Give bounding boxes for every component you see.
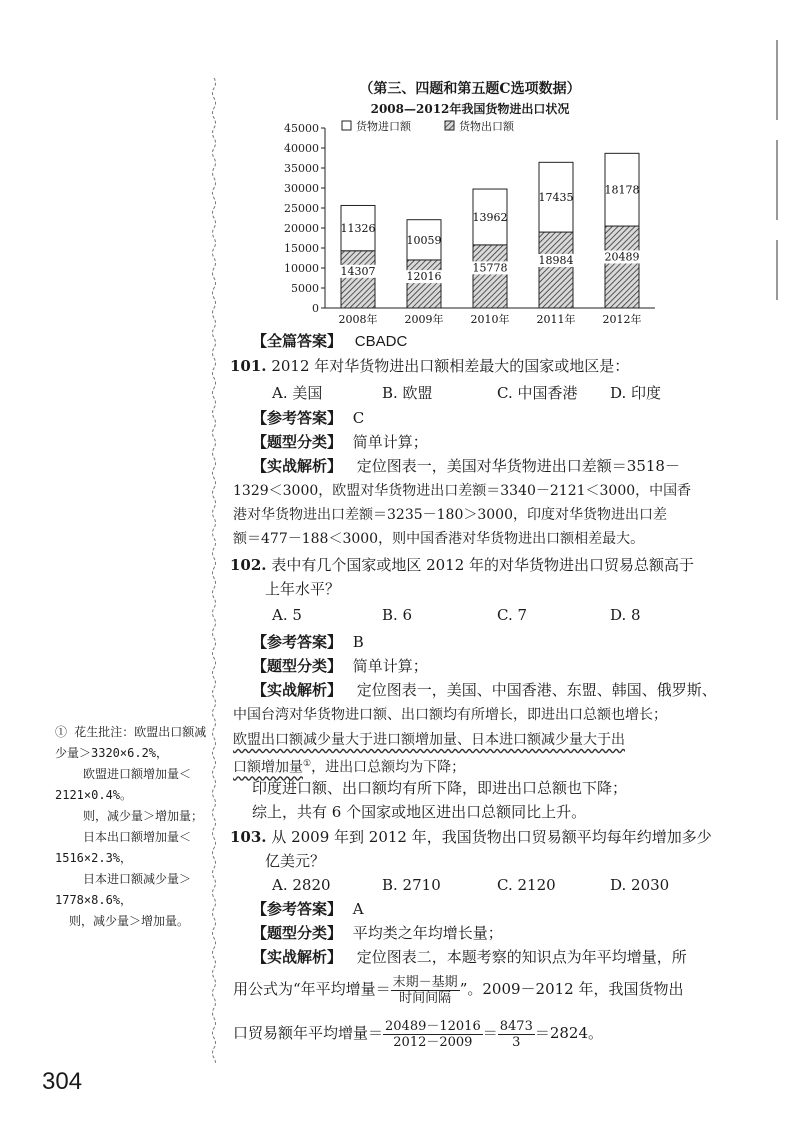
q102-stem-1 [230, 555, 694, 575]
q101-option-d: D. 印度 [610, 384, 662, 402]
note-line: 欧盟进口额增加量＜ [83, 767, 192, 781]
calc-prefix: 口贸易额年平均增量＝ [233, 1024, 384, 1042]
note-line: 少量＞3320×6.2%， [55, 746, 169, 760]
q103-calc-line [233, 1016, 603, 1052]
note-line: 1516×2.3%， [55, 851, 133, 865]
chart-header: （第三、四题和第五题C选项数据） [359, 81, 581, 97]
q103-stem-2: 亿美元？ [265, 852, 326, 870]
q102-option-c: C. 7 [497, 606, 528, 624]
q102-analysis-4: 印度进口额、出口额均有所下降，即进出口总额也下降； [252, 779, 628, 797]
legend-label-export: 货物出口额 [459, 120, 514, 133]
calc-fraction-2 [498, 1019, 535, 1050]
bar-export-2011年 [539, 232, 573, 308]
q102-analysis-3-rest: ，进出口总额均为下降； [311, 759, 466, 776]
x-tick-label: 2011年 [536, 313, 576, 326]
q101-analysis-1 [252, 456, 680, 476]
q102-analysis-2: 中国台湾对华货物进口额、出口额均有所增长，即进出口总额也增长； [233, 707, 667, 723]
q102-analysis-wavy-1 [233, 730, 625, 750]
y-tick-label: 5000 [291, 282, 319, 295]
note-line: 则，减少量＞增加量。 [69, 914, 190, 928]
import-value-label: 11326 [340, 222, 376, 236]
q102-answer-value: B [352, 633, 364, 651]
y-tick-label: 10000 [284, 262, 319, 275]
q101-answer-label: 【参考答案】 [252, 409, 343, 427]
x-tick-label: 2012年 [602, 313, 642, 326]
q101-analysis-2: 1329＜3000，欧盟对华货物进出口差额＝3340－2121＜3000，中国香 [233, 483, 692, 499]
formula-suffix: ”。2009－2012 年，我国货物出 [459, 980, 684, 998]
bar-export-2012年 [605, 226, 639, 308]
q101-type-value: 简单计算； [352, 433, 428, 451]
q102-stem-text-1: 表中有几个国家或地区 2012 年的对华货物进出口贸易总额高于 [271, 556, 695, 574]
q103-type-label: 【题型分类】 [252, 924, 343, 942]
q101-option-c: C. 中国香港 [497, 384, 578, 402]
footnote-mark: ① [303, 759, 312, 769]
calc-denominator-2: 3 [512, 1034, 521, 1050]
q102-stem-2: 上年水平？ [265, 580, 341, 598]
q101-option-b: B. 欧盟 [382, 384, 433, 402]
q101-number: 101. [230, 357, 267, 375]
q102-analysis-5: 综上，共有 6 个国家或地区进出口总额同比上升。 [252, 803, 587, 821]
export-value-label: 20489 [604, 250, 640, 264]
full-answer-value: CBADC [354, 333, 408, 350]
formula-prefix: 用公式为“年平均增量＝ [233, 980, 391, 998]
note-line: 则，减少量＞增加量； [83, 809, 204, 823]
calc-numerator-1: 20489－12016 [385, 1018, 481, 1034]
page-number: 304 [42, 1068, 83, 1095]
export-value-label: 18984 [538, 253, 574, 267]
calc-equals: ＝ [482, 1024, 498, 1042]
import-value-label: 18178 [604, 183, 640, 197]
import-value-label: 13962 [472, 210, 508, 224]
q102-analysis-text-1: 定位图表一，美国、中国香港、东盟、韩国、俄罗斯、 [356, 681, 717, 699]
q102-option-b: B. 6 [382, 606, 413, 624]
q101-analysis-4: 额＝477－188＜3000，则中国香港对华货物进出口额相差最大。 [233, 531, 645, 547]
q103-option-a: A. 2820 [272, 876, 331, 894]
legend-swatch-import [342, 121, 351, 130]
y-tick-label: 0 [312, 302, 319, 315]
chart-title: 2008—2012年我国货物进出口状况 [370, 102, 570, 116]
q103-answer [252, 899, 364, 919]
note-line: 日本出口额增加量＜ [83, 830, 192, 844]
q103-analysis-1 [252, 947, 687, 967]
y-tick-label: 20000 [284, 222, 319, 235]
q101-analysis-3: 港对华货物进出口差额＝3235－180＞3000，印度对华货物进出口差 [233, 507, 667, 523]
q102-type-value: 简单计算； [352, 657, 428, 675]
q101-analysis-label: 【实战解析】 [252, 457, 343, 475]
export-value-label: 14307 [340, 264, 376, 278]
formula-numerator: 末期－基期 [392, 974, 458, 990]
q103-stem-1 [230, 827, 712, 847]
bar-export-2009年 [407, 260, 441, 308]
q101-option-a: A. 美国 [272, 384, 323, 402]
q101-type [252, 432, 428, 452]
q102-type-label: 【题型分类】 [252, 657, 343, 675]
bar-export-2008年 [341, 251, 375, 308]
q103-number: 103. [230, 828, 267, 846]
q103-answer-label: 【参考答案】 [252, 900, 343, 918]
q103-type [252, 923, 503, 943]
q102-option-d: D. 8 [610, 606, 641, 624]
export-value-label: 15778 [472, 261, 508, 275]
import-value-label: 17435 [538, 191, 574, 205]
calc-fraction-1 [383, 1019, 483, 1050]
legend-swatch-export [445, 121, 454, 130]
full-answer [252, 331, 407, 352]
q101-stem [230, 356, 629, 376]
formula-denominator: 时间间隔 [399, 990, 452, 1006]
q103-stem-text-1: 从 2009 年到 2012 年，我国货物出口贸易额平均每年约增加多少 [271, 828, 712, 846]
q102-number: 102. [230, 556, 267, 574]
q102-analysis-1 [252, 680, 717, 700]
q101-analysis-text-1: 定位图表一，美国对华货物进出口差额＝3518－ [356, 457, 680, 475]
x-tick-label: 2008年 [338, 313, 378, 326]
import-value-label: 10059 [406, 233, 442, 247]
x-tick-label: 2010年 [470, 313, 510, 326]
full-answer-label: 【全篇答案】 [252, 332, 343, 350]
y-tick-label: 15000 [284, 242, 319, 255]
bar-chart [270, 76, 670, 341]
q102-wavy-text-1: 欧盟出口额减少量大于进口额增加量、日本进口额减少量大于出 [233, 732, 625, 748]
q103-option-c: C. 2120 [497, 876, 556, 894]
q102-analysis-3 [233, 754, 465, 778]
bar-export-2010年 [473, 245, 507, 308]
q102-type [252, 656, 428, 676]
q102-answer [252, 632, 364, 652]
export-value-label: 12016 [406, 270, 442, 284]
q101-stem-text: 2012 年对华货物进出口额相差最大的国家或地区是： [271, 357, 630, 375]
note-line: ① 花生批注：欧盟出口额减 [55, 725, 207, 739]
q103-answer-value: A [352, 900, 364, 918]
x-tick-label: 2009年 [404, 313, 444, 326]
note-line: 日本进口额减少量＞ [83, 872, 192, 886]
y-tick-label: 40000 [284, 142, 319, 155]
q102-option-a: A. 5 [272, 606, 302, 624]
q102-wavy-text-2: 口额增加量 [233, 759, 303, 776]
y-tick-label: 25000 [284, 202, 319, 215]
q101-answer [252, 408, 364, 428]
chart-canvas [270, 76, 670, 341]
calc-result: ＝2824。 [534, 1024, 604, 1042]
q103-analysis-label: 【实战解析】 [252, 948, 343, 966]
y-tick-label: 45000 [284, 122, 319, 135]
q103-option-b: B. 2710 [382, 876, 441, 894]
q103-analysis-text-1: 定位图表二，本题考察的知识点为年平均增量，所 [356, 948, 687, 966]
calc-denominator-1: 2012－2009 [393, 1034, 473, 1050]
q101-answer-value: C [352, 409, 365, 427]
y-tick-label: 30000 [284, 182, 319, 195]
q102-analysis-label: 【实战解析】 [252, 681, 343, 699]
sidebar-note [55, 722, 215, 932]
calc-numerator-2: 8473 [499, 1018, 533, 1034]
q103-option-d: D. 2030 [610, 876, 670, 894]
q103-formula-line [233, 972, 683, 1008]
formula-fraction [391, 975, 460, 1006]
q101-type-label: 【题型分类】 [252, 433, 343, 451]
y-tick-label: 35000 [284, 162, 319, 175]
binding-marks [776, 40, 779, 300]
note-line: 2121×0.4%。 [55, 788, 133, 802]
q102-answer-label: 【参考答案】 [252, 633, 343, 651]
q103-type-value: 平均类之年均增长量； [352, 924, 503, 942]
note-line: 1778×8.6%， [55, 893, 133, 907]
legend-label-import: 货物进口额 [356, 120, 411, 133]
